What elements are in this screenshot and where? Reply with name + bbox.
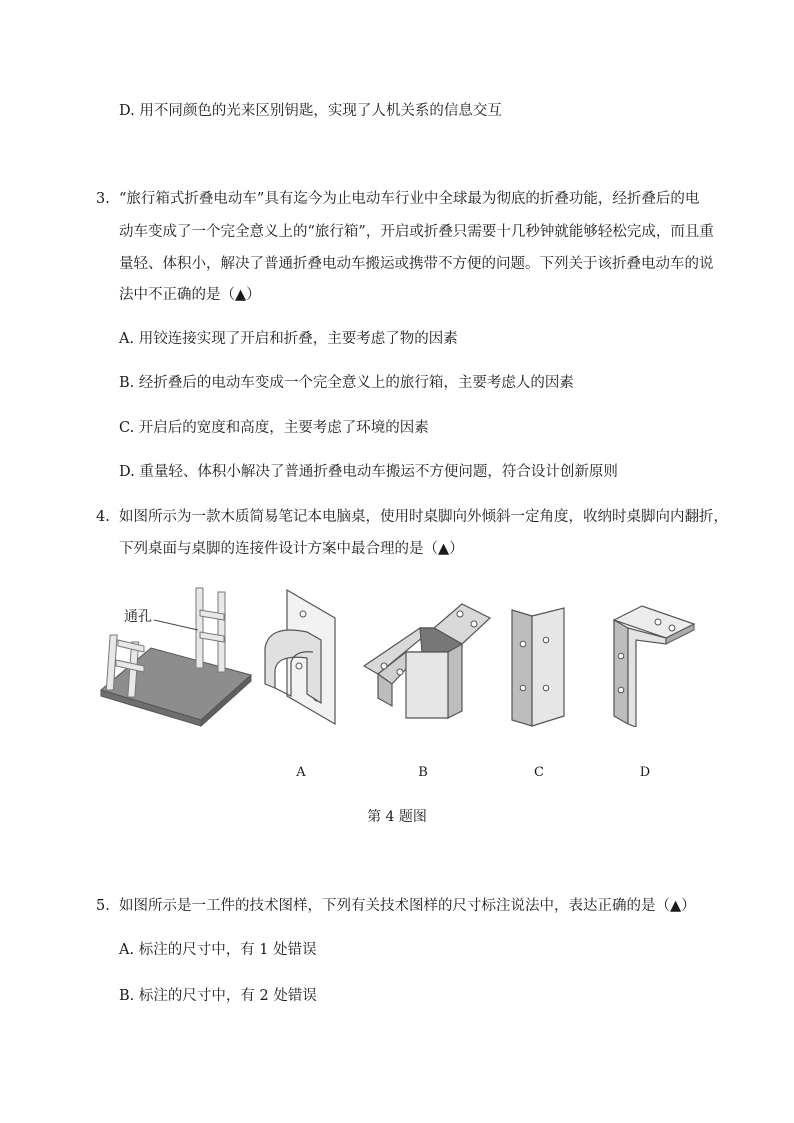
q3-stem-line1: “旅行箱式折叠电动车”具有迄今为止电动车行业中全球最为彻底的折叠功能，经折叠后的电 <box>119 191 700 207</box>
q3-stem-line4: 法中不正确的是（▲） <box>119 287 261 303</box>
figure-caption: 第 4 题图 <box>367 809 427 825</box>
q3-stem-line2: 动车变成了一个完全意义上的“旅行箱”，开启或折叠只需要十几秒钟就能够轻松完成，而且重 <box>119 224 714 240</box>
through-hole-label: 通孔 <box>124 609 152 625</box>
option-label-a: A <box>296 765 306 780</box>
q2-option-d: D. 用不同颜色的光来区别钥匙，实现了人机关系的信息交互 <box>119 103 502 119</box>
q3-option-b: B. 经折叠后的电动车变成一个完全意义上的旅行箱，主要考虑人的因素 <box>119 375 574 391</box>
q3-option-a: A. 用铰连接实现了开启和折叠，主要考虑了物的因素 <box>119 331 458 347</box>
option-label-c: C <box>534 765 544 780</box>
q3-option-c: C. 开启后的宽度和高度，主要考虑了环境的因素 <box>119 420 429 436</box>
connector-option-c <box>506 606 568 728</box>
q5-option-b: B. 标注的尺寸中，有 2 处错误 <box>119 988 317 1004</box>
connector-option-b <box>362 596 494 721</box>
laptop-desk-figure <box>96 580 256 730</box>
q5-stem: 如图所示是一工件的技术图样，下列有关技术图样的尺寸标注说法中，表达正确的是（▲） <box>119 898 696 914</box>
q4-stem-line2: 下列桌面与桌脚的连接件设计方案中最合理的是（▲） <box>119 541 464 557</box>
q3-option-d: D. 重量轻、体积小解决了普通折叠电动车搬运不方便问题，符合设计创新原则 <box>119 464 618 480</box>
connector-option-d <box>606 602 698 727</box>
q4-stem-line1: 如图所示为一款木质简易笔记本电脑桌，使用时桌脚向外倾斜一定角度，收纳时桌脚向内翻折， <box>119 509 728 525</box>
q5-option-a: A. 标注的尺寸中，有 1 处错误 <box>119 942 317 958</box>
q3-stem-line3: 量轻、体积小，解决了普通折叠电动车搬运或携带不方便的问题。下列关于该折叠电动车的说 <box>119 256 714 272</box>
option-label-d: D <box>639 765 651 780</box>
option-label-b: B <box>418 765 428 780</box>
q4-number: 4. <box>96 509 110 525</box>
q3-number: 3. <box>96 191 110 207</box>
q5-number: 5. <box>96 898 110 914</box>
connector-option-a <box>255 588 350 728</box>
